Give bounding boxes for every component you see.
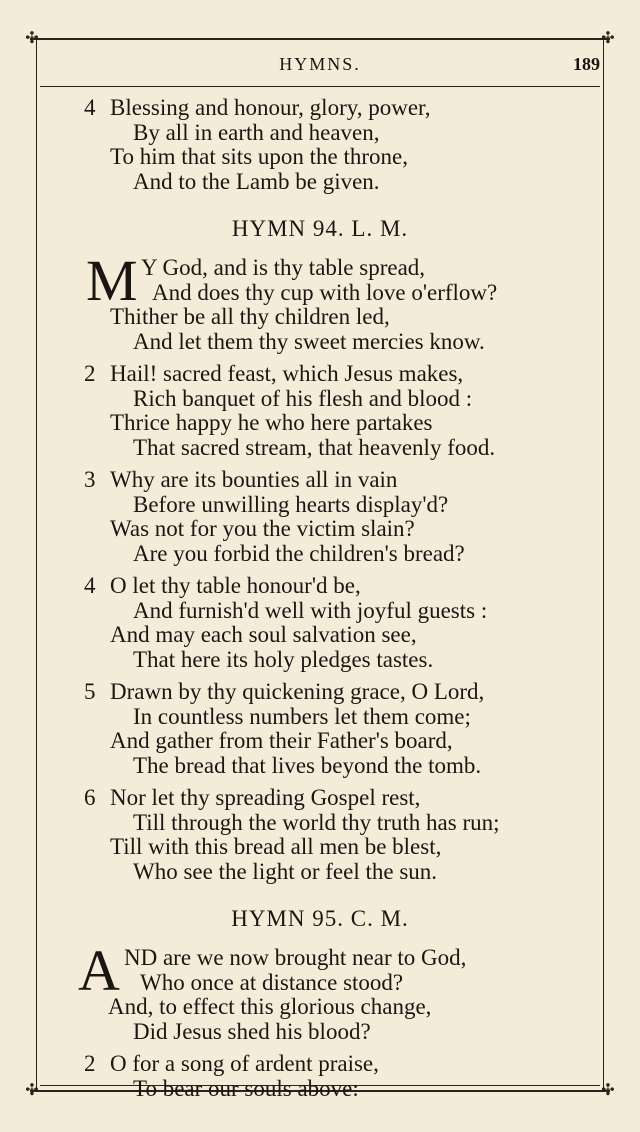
- hymn-text: [0, 96, 640, 1101]
- stanza: [0, 680, 640, 778]
- verse-line: By all in earth and heaven,: [133, 119, 380, 145]
- verse-line: And, to effect this glorious change,: [108, 994, 432, 1019]
- verse-line: O for a song of ardent praise,: [110, 1051, 379, 1076]
- stanza-number: 5: [84, 679, 96, 704]
- stanza-number: 4: [84, 573, 96, 598]
- stanza: [0, 786, 640, 884]
- stanza: [0, 362, 640, 460]
- stanza-number: 6: [84, 785, 96, 810]
- verse-line: Why are its bounties all in vain: [110, 467, 398, 492]
- verse-line: Nor let thy spreading Gospel rest,: [110, 785, 421, 810]
- corner-ornament-icon: ✣: [601, 30, 615, 47]
- page-number: 189: [573, 54, 600, 74]
- drop-cap: A: [78, 938, 120, 1003]
- verse-line: Before unwilling hearts display'd?: [133, 491, 449, 517]
- stanza-number: 4: [84, 95, 96, 120]
- drop-cap: M: [86, 248, 138, 313]
- corner-ornament-icon: ✣: [601, 1082, 615, 1099]
- verse-line: In countless numbers let them come;: [133, 703, 471, 729]
- stanza: [0, 248, 640, 354]
- hymn-title: HYMN 94. L. M.: [231, 216, 409, 241]
- verse-line: To him that sits upon the throne,: [110, 144, 409, 169]
- stanza: [0, 468, 640, 566]
- verse-line: The bread that lives beyond the tomb.: [133, 752, 482, 778]
- verse-line: ND are we now brought near to God,: [124, 945, 467, 970]
- verse-line: And furnish'd well with joyful guests :: [133, 597, 488, 623]
- verse-line: Thither be all thy children led,: [110, 304, 390, 329]
- running-head: HYMNS.: [279, 54, 361, 74]
- verse-line: And to the Lamb be given.: [133, 168, 380, 194]
- verse-line: Did Jesus shed his blood?: [133, 1018, 371, 1044]
- verse-line: And let them thy sweet mercies know.: [133, 328, 485, 354]
- top-rule: [30, 38, 610, 40]
- header-rule: [40, 86, 600, 87]
- verse-line: And may each soul salvation see,: [110, 622, 417, 647]
- stanza: [0, 96, 640, 194]
- stanza: [0, 938, 640, 1044]
- stanza-number: 2: [84, 361, 96, 386]
- verse-line: That sacred stream, that heavenly food.: [133, 434, 496, 460]
- verse-line: Who see the light or feel the sun.: [133, 858, 438, 884]
- corner-ornament-icon: ✣: [25, 1082, 39, 1099]
- hymn-title: HYMN 95. C. M.: [231, 906, 409, 931]
- verse-line: And does thy cup with love o'erflow?: [152, 279, 498, 305]
- verse-line: Y God, and is thy table spread,: [141, 255, 426, 280]
- stanza-number: 3: [84, 467, 96, 492]
- verse-line: Blessing and honour, glory, power,: [110, 95, 431, 120]
- verse-line: O let thy table honour'd be,: [110, 573, 361, 598]
- verse-line: That here its holy pledges tastes.: [133, 646, 434, 672]
- stanza: [0, 574, 640, 672]
- verse-line: Are you forbid the children's bread?: [133, 540, 465, 566]
- verse-line: Till with this bread all men be blest,: [110, 834, 442, 859]
- stanza: [0, 1052, 640, 1101]
- verse-line: Who once at distance stood?: [140, 969, 404, 995]
- verse-line: Hail! sacred feast, which Jesus makes,: [110, 361, 464, 386]
- verse-line: To bear our souls above:: [133, 1075, 359, 1101]
- verse-line: And gather from their Father's board,: [110, 728, 453, 753]
- verse-line: Till through the world thy truth has run;: [133, 809, 500, 835]
- stanza-number: 2: [84, 1051, 96, 1076]
- verse-line: Drawn by thy quickening grace, O Lord,: [110, 679, 485, 704]
- corner-ornament-icon: ✣: [25, 30, 39, 47]
- verse-line: Was not for you the victim slain?: [110, 516, 415, 541]
- page-header: [30, 54, 610, 78]
- verse-line: Rich banquet of his flesh and blood :: [133, 385, 473, 411]
- verse-line: Thrice happy he who here partakes: [110, 410, 433, 435]
